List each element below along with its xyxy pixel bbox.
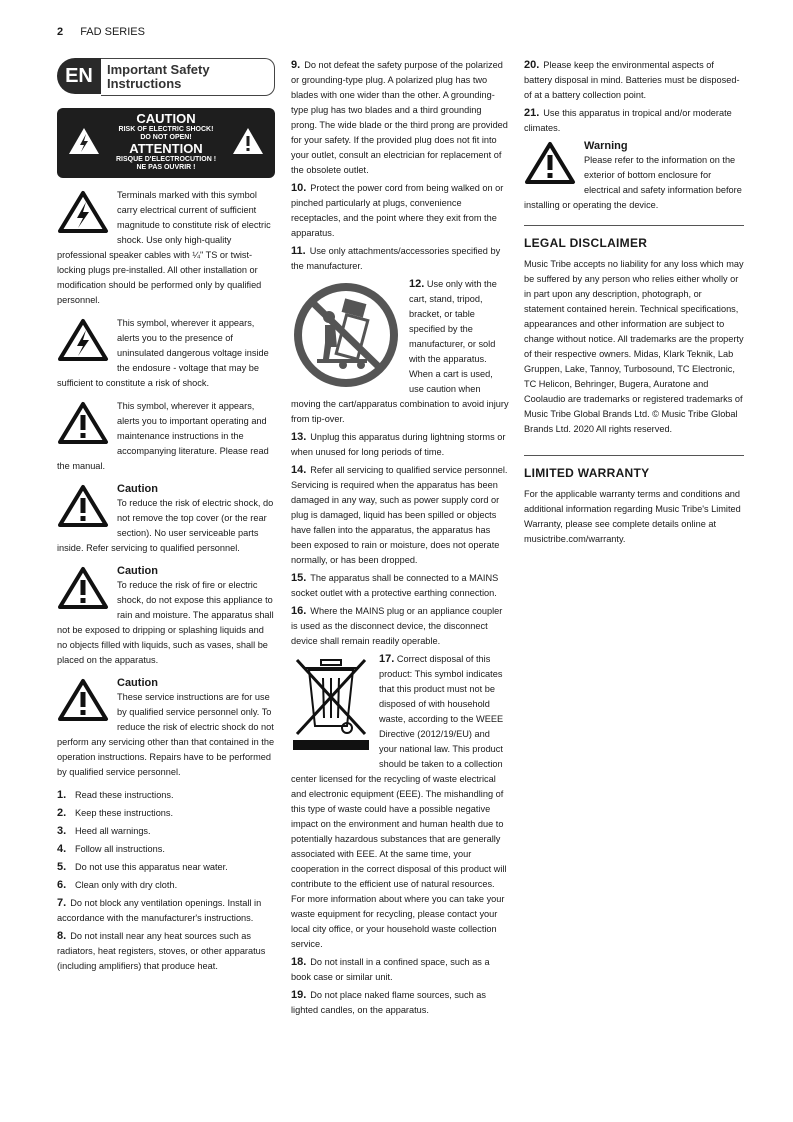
weee-disposal-block <box>291 652 509 952</box>
list-item <box>291 244 509 274</box>
item-text: Correct disposal of this product: This symbol indicates that this product must not be disposed of with household waste, according to the WEEE Directive (2012/19/EU) and your national law. This product should be taken to a collection center licensed for the recycling of waste electrical and electronic equipment (EEE). The mishandling of this type of waste could have a possible negative impact on the environment and human health due to potentially hazardous substances that are generally associated with EEE. At the same time, your cooperation in the correct disposal of this product will contribute to the efficient use of natural resources. For more information about where you can take your waste equipment for recycling, please contact your local city office, or your household waste collection service. <box>291 654 507 949</box>
item-number: 5. <box>57 861 67 873</box>
list-item <box>57 896 275 926</box>
item-number: 7. <box>57 897 67 909</box>
caution-label-text <box>109 112 223 172</box>
item-text: Please keep the environmental aspects of battery disposal in mind. Batteries must be disposed-of at a battery collection point. <box>524 60 740 100</box>
item-number: 18. <box>291 956 307 968</box>
divider <box>524 455 744 456</box>
item-text: Refer all servicing to qualified service personnel. Servicing is required when the apparatus has been damaged in any way, such as power supply cord or plug is damaged, liquid has been spilled or objects have fallen into the apparatus, the apparatus has been exposed to rain or moisture, does not operate normally, or has been dropped. <box>291 465 508 565</box>
item-number: 17. <box>379 653 395 665</box>
cart-warning-block <box>291 277 509 427</box>
exclamation-triangle-icon <box>57 401 109 450</box>
list-item <box>57 806 275 821</box>
caution-title: Caution <box>117 565 158 577</box>
section-title-line2: Instructions <box>107 76 182 91</box>
item-text: Do not block any ventilation openings. Install in accordance with the manufacturer's instructions. <box>57 898 262 923</box>
warning-title: Warning <box>584 140 628 152</box>
item-text: Heed all warnings. <box>75 826 151 836</box>
list-item <box>291 988 509 1018</box>
section-title-line1: Important Safety <box>107 62 210 77</box>
exclamation-triangle-icon <box>57 678 109 727</box>
caution-text: To reduce the risk of fire or electric shock, do not expose this appliance to rain and moisture. The apparatus shall not be exposed to dripping or splashing liquids and no objects filled with liquids, such as vases, shall be placed on the apparatus. <box>57 580 274 665</box>
item-text: Protect the power cord from being walked on or pinched particularly at plugs, convenience receptacles, and the point where they exit from the apparatus. <box>291 183 504 238</box>
item-number: 6. <box>57 879 67 891</box>
page-number: 2 <box>57 26 64 38</box>
limited-warranty-heading: LIMITED WARRANTY <box>524 466 650 480</box>
item-number: 10. <box>291 182 307 194</box>
attention-text: This symbol, wherever it appears, alerts you to important operating and maintenance instructions in the accompanying literature. Please read the manual. <box>57 401 269 471</box>
list-item <box>57 842 275 857</box>
caution-text: To reduce the risk of electric shock, do not remove the top cover (or the rear section). No user serviceable parts inside. Refer servicing to qualified personnel. <box>57 498 274 553</box>
item-number: 8. <box>57 930 67 942</box>
list-item <box>291 955 509 985</box>
list-item <box>57 878 275 893</box>
terminals-warning-block <box>57 188 275 308</box>
caution-title: Caution <box>117 677 158 689</box>
lightning-warning-icon <box>67 126 101 161</box>
caution-sub2: DO NOT OPEN! <box>140 134 192 141</box>
item-number: 21. <box>524 107 540 119</box>
exclamation-triangle-icon <box>57 566 109 615</box>
caution-block-3 <box>57 676 275 780</box>
list-item <box>291 430 509 460</box>
crossed-bin-icon <box>291 656 371 757</box>
item-number: 19. <box>291 989 307 1001</box>
list-item <box>291 181 509 241</box>
item-number: 16. <box>291 605 307 617</box>
limited-warranty-text: For the applicable warranty terms and conditions and additional information regarding Music Tribe's Limited Warranty, please see complete details online at musictribe.com/warranty. <box>524 489 741 544</box>
language-badge: EN <box>57 58 101 94</box>
item-text: Where the MAINS plug or an appliance coupler is used as the disconnect device, the disconnect device shall remain readily operable. <box>291 606 503 646</box>
warning-text: Please refer to the information on the exterior of bottom enclosure for electrical and safety information before installing or operating the device. <box>524 155 742 210</box>
cart-tip-over-icon <box>291 281 401 394</box>
caution-title: Caution <box>117 483 158 495</box>
item-number: 4. <box>57 843 67 855</box>
item-text: Use only with the cart, stand, tripod, bracket, or table specified by the manufacturer, or sold with the apparatus. When a cart is used, use caution when moving the cart/apparatus combination to avoid injury from tip-over. <box>291 279 509 424</box>
item-text: Unplug this apparatus during lightning storms or when unused for long periods of time. <box>291 432 506 457</box>
lightning-triangle-icon <box>57 318 109 367</box>
item-text: Do not install in a confined space, such as a book case or similar unit. <box>291 957 490 982</box>
item-number: 11. <box>291 245 306 257</box>
attention-sub2: NE PAS OUVRIR ! <box>136 164 196 171</box>
list-item <box>57 788 275 803</box>
item-text: Do not install near any heat sources such as radiators, heat registers, stoves, or other apparatus (including amplifiers) that produce heat. <box>57 931 266 971</box>
list-item <box>57 929 275 974</box>
voltage-text: This symbol, wherever it appears, alerts you to the presence of uninsulated dangerous voltage inside the endosure - voltage that may be sufficient to constitute a risk of shock. <box>57 318 269 388</box>
column-middle <box>291 58 509 1021</box>
exclamation-warning-icon <box>231 126 265 161</box>
divider <box>524 225 744 226</box>
list-item <box>57 824 275 839</box>
item-number: 14. <box>291 464 307 476</box>
attention-warning-block <box>57 399 275 474</box>
item-number: 20. <box>524 59 540 71</box>
terminals-text: Terminals marked with this symbol carry electrical current of sufficient magnitude to constitute risk of electric shock. Use only high-quality professional speaker cables with ¼" TS or twist-locking plugs pre-installed. All other installation or modification should be performed only by qualified personnel. <box>57 190 271 305</box>
list-item <box>57 860 275 875</box>
item-number: 3. <box>57 825 67 837</box>
list-item <box>291 463 509 568</box>
page-header <box>57 26 145 38</box>
column-right <box>524 58 744 547</box>
legal-disclaimer-text: Music Tribe accepts no liability for any loss which may be suffered by any person who relies either wholly or in part upon any description, photograph, or statement contained herein. Technical specifications, appearances and other information are subject to change without notice. All trademarks are the property of their respective owners. Midas, Klark Teknik, Lab Gruppen, Lake, Tannoy, Turbosound, TC Electronic, TC Helicon, Behringer, Bugera, Auratone and Coolaudio are trademarks or registered trademarks of Music Tribe Global Brands Ltd. © Music Tribe Global Brands Ltd. 2020 All rights reserved. <box>524 259 744 434</box>
item-text: Use only attachments/accessories specified by the manufacturer. <box>291 246 501 271</box>
caution-heading: CAUTION <box>136 111 196 126</box>
item-number: 13. <box>291 431 307 443</box>
caution-block-2 <box>57 564 275 668</box>
series-name: FAD SERIES <box>80 26 145 38</box>
warning-block <box>524 139 744 213</box>
list-item <box>291 604 509 649</box>
item-text: Do not use this apparatus near water. <box>75 862 228 872</box>
item-text: The apparatus shall be connected to a MAINS socket outlet with a protective earthing connection. <box>291 573 499 598</box>
legal-disclaimer-heading: LEGAL DISCLAIMER <box>524 236 648 250</box>
caution-sub1: RISK OF ELECTRIC SHOCK! <box>118 126 214 133</box>
instruction-list <box>57 788 275 974</box>
item-number: 15. <box>291 572 307 584</box>
section-title <box>101 58 275 96</box>
list-item <box>524 106 744 136</box>
item-number: 9. <box>291 59 301 71</box>
item-number: 12. <box>409 278 425 290</box>
lightning-triangle-icon <box>57 190 109 239</box>
item-number: 1. <box>57 789 67 801</box>
attention-sub1: RISQUE D'ELECTROCUTION ! <box>115 156 217 163</box>
item-text: Follow all instructions. <box>75 844 165 854</box>
item-text: Do not defeat the safety purpose of the polarized or grounding-type plug. A polarized plug has two blades with one wider than the other. A grounding-type plug has two blades and a third grounding prong. The wide blade or the third prong are provided for your safety. If the provided plug does not fit into your outlet, consult an electrician for replacement of the obsolete outlet. <box>291 60 508 175</box>
item-number: 2. <box>57 807 67 819</box>
item-text: Keep these instructions. <box>75 808 174 818</box>
item-text: Clean only with dry cloth. <box>75 880 178 890</box>
attention-heading: ATTENTION <box>129 141 203 156</box>
caution-label-box <box>57 108 275 178</box>
section-title-block <box>57 58 275 96</box>
item-text: Use this apparatus in tropical and/or moderate climates. <box>524 108 732 133</box>
column-left <box>57 58 275 977</box>
list-item <box>291 58 509 178</box>
caution-text: These service instructions are for use by qualified service personnel only. To reduce the risk of electric shock do not perform any servicing other than that contained in the operation instructions. Repairs have to be performed by qualified service personnel. <box>57 692 275 777</box>
list-item <box>524 58 744 103</box>
exclamation-triangle-icon <box>524 141 576 190</box>
list-item <box>291 571 509 601</box>
voltage-warning-block <box>57 316 275 391</box>
item-text: Do not place naked flame sources, such as lighted candles, on the apparatus. <box>291 990 486 1015</box>
exclamation-triangle-icon <box>57 484 109 533</box>
item-text: Read these instructions. <box>75 790 174 800</box>
caution-block-1 <box>57 482 275 556</box>
